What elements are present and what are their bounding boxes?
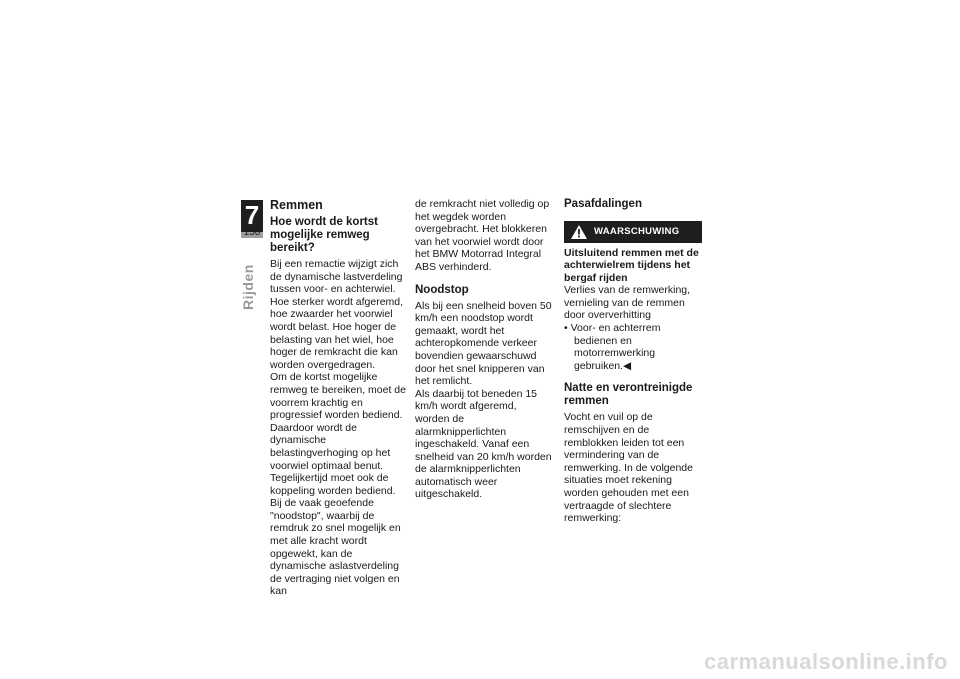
subsection-title: Noodstop	[415, 283, 469, 296]
warning-triangle-icon	[564, 225, 594, 239]
bullet-item: • Voor- en achterrem bedienen en motorremwerking gebruiken.◀	[564, 322, 661, 372]
chapter-number: 7	[244, 200, 260, 230]
paragraph: Bij een remactie wijzigt zich de dynamische lastverdeling tussen voor- en achterwiel. Hoe sterker wordt afgeremd, hoe zwaarder het voorwiel wordt belast. Hoe hoger de belasting van het wiel, hoe hoger de remkracht die kan worden overgedragen.	[270, 258, 404, 371]
paragraph: Vocht en vuil op de remschijven en de remblokken leiden tot een vermindering van de remwerking. In de volgende situaties moet rekening worden gehouden met een vertraagde of slechtere remwerking:	[564, 411, 693, 525]
section-title: Remmen	[270, 198, 323, 212]
chapter-tab	[241, 200, 263, 238]
subsection-title: Hoe wordt de kortst mogelijke remweg bereikt?	[270, 216, 378, 254]
paragraph: Als daarbij tot beneden 15 km/h wordt afgeremd, worden de alarmknipperlichten ingeschakeld. Vanaf een snelheid van 20 km/h worden de alarmknipperlichten automatisch weer uitgeschakeld.	[415, 387, 552, 501]
column-3	[564, 198, 702, 525]
column-2	[415, 198, 553, 501]
paragraph: Als bij een snelheid boven 50 km/h een noodstop wordt gemaakt, wordt het achteropkomende verkeer bovendien gewaarschuwd door het snel knipperen van het remlicht.	[415, 299, 552, 388]
subsection-title: Pasafdalingen	[564, 198, 642, 210]
paragraph: Om de kortst mogelijke remweg te bereiken, moet de voorrem krachtig en progressief worden bediend. Daardoor wordt de dynamische belastingverhoging op het voorwiel optimaal benut. Tegelijkertijd moet ook de koppeling worden bediend. Bij de vaak geoefende "noodstop", waarbij de remdruk zo snel mogelijk en met alle kracht wordt opgewekt, kan de dynamische aslastverdeling de vertraging niet volgen en kan	[270, 371, 406, 598]
page-number: 150	[243, 227, 261, 238]
paragraph: de remkracht niet volledig op het wegdek worden overgebracht. Het blokkeren van het voorwiel wordt door het BMW Motorrad Integral ABS verhinderd.	[415, 198, 550, 273]
warning-title: Uitsluitend remmen met de achterwielrem tijdens het bergaf rijden	[564, 247, 699, 284]
warning-label: WAARSCHUWING	[594, 225, 680, 237]
column-1	[270, 198, 408, 598]
chapter-side-label: Rijden	[240, 264, 256, 310]
subsection-title: Natte en verontreinigde remmen	[564, 382, 693, 408]
warning-box	[564, 221, 702, 243]
watermark-text: carmanualsonline.info	[704, 649, 948, 674]
warning-text: Verlies van de remwerking, vernieling van de remmen door oververhitting	[564, 284, 691, 322]
